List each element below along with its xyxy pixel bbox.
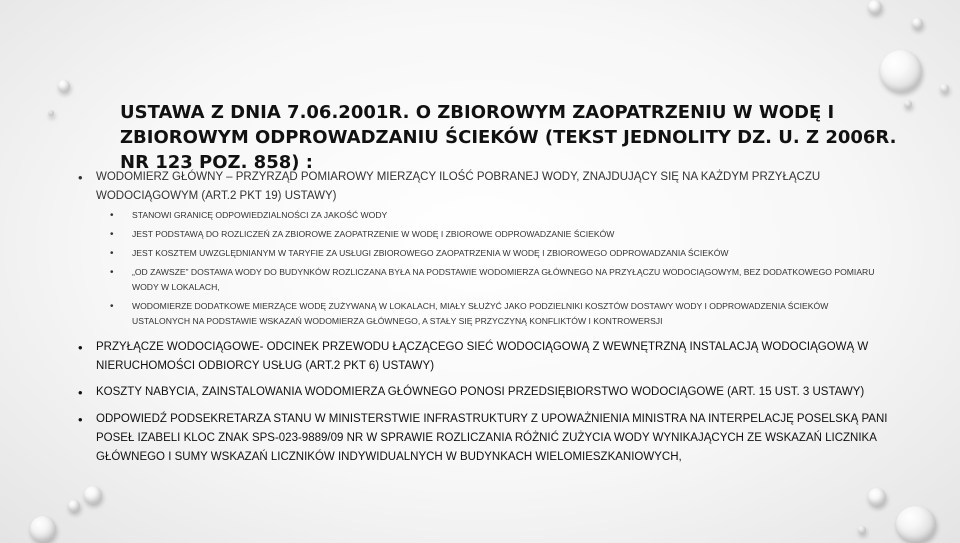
sub-bullet-item: • JEST KOSZTEM UWZGLĘDNIANYM W TARYFIE ZA USŁUGI ZBIOROWEGO ZAOPATRZENIA W WODĘ I ZBIOROWEGO ODPROWADZANIA ŚCIEKÓW bbox=[110, 246, 880, 261]
water-drop-decoration bbox=[858, 526, 866, 534]
water-drop-decoration bbox=[868, 0, 882, 14]
bullet-list bbox=[78, 338, 898, 376]
bullet-text: WODOMIERZ GŁÓWNY – PRZYRZĄD POMIAROWY MIERZĄCY ILOŚĆ POBRANEJ WODY, ZNAJDUJĄCY SIĘ NA KAŻDYM PRZYŁĄCZU WODOCIĄGOWYM (ART.2 PKT 19) USTAWY) bbox=[96, 171, 821, 202]
bullet-list bbox=[78, 410, 898, 467]
bullet-list bbox=[78, 168, 898, 206]
water-drop-decoration bbox=[68, 500, 80, 512]
water-drop-decoration bbox=[30, 516, 56, 542]
bullet-text: PRZYŁĄCZE WODOCIĄGOWE- ODCINEK PRZEWODU ŁĄCZĄCEGO SIEĆ WODOCIĄGOWĄ Z WEWNĘTRZNĄ INSTALACJĄ WODOCIĄGOWĄ W NIERUCHOMOŚCI ODBIORCY USŁUG (ART.2 PKT 6) USTAWY) bbox=[96, 341, 869, 372]
sub-bullet-item: • JEST PODSTAWĄ DO ROZLICZEŃ ZA ZBIOROWE ZAOPATRZENIE W WODĘ I ZBIOROWE ODPROWADZANIE ŚCIEKÓW bbox=[110, 227, 880, 242]
water-drop-decoration bbox=[868, 488, 886, 506]
sub-bullet-list bbox=[110, 208, 880, 333]
water-drop-decoration bbox=[880, 50, 922, 92]
bullet-item-wodomierz bbox=[78, 168, 898, 206]
bullet-item-przylacze bbox=[78, 338, 898, 376]
bullet-text: ODPOWIEDŹ PODSEKRETARZA STANU W MINISTERSTWIE INFRASTRUKTURY Z UPOWAŻNIENIA MINISTRA NA INTERPELACJĘ POSELSKĄ PANI POSEŁ IZABELI KLOC ZNAK SPS-023-9889/09 NR W SPRAWIE ROZLICZANIA RÓŻNIĆ ZUŻYCIA WODY WYNIKAJĄCYCH ZE WSKAZAŃ LICZNIKA GŁÓWNEGO I SUMY WSKAZAŃ LICZNIKÓW INDYWIDUALNYCH W BUDYNKACH WIELOMIESZKANIOWYCH, bbox=[96, 413, 888, 463]
bullet-item-odpowiedz bbox=[78, 410, 898, 467]
water-drop-decoration bbox=[84, 486, 102, 504]
bullet-item-koszty bbox=[78, 383, 898, 402]
slide-title: USTAWA Z DNIA 7.06.2001R. O ZBIOROWYM ZAOPATRZENIU W WODĘ I ZBIOROWYM ODPROWADZANIU ŚCIEKÓW (TEKST JEDNOLITY DZ. U. Z 2006R. NR 123 POZ. 858) : bbox=[120, 102, 897, 173]
sub-bullet-item: • „OD ZAWSZE” DOSTAWA WODY DO BUDYNKÓW ROZLICZANA BYŁA NA PODSTAWIE WODOMIERZA GŁÓWNEGO NA PRZYŁĄCZU WODOCIĄGOWYM, BEZ DODATKOWEGO POMIARU WODY W LOKALACH, bbox=[110, 265, 880, 295]
sub-bullet-item: • STANOWI GRANICĘ ODPOWIEDZIALNOŚCI ZA JAKOŚĆ WODY bbox=[110, 208, 880, 223]
sub-bullet-item: • WODOMIERZE DODATKOWE MIERZĄCE WODĘ ZUŻYWANĄ W LOKALACH, MIAŁY SŁUŻYĆ JAKO PODZIELNIKI KOSZTÓW DOSTAWY WODY I ODPROWADZENIA ŚCIEKÓW USTALONYCH NA PODSTAWIE WSKAZAŃ WODOMIERZA GŁÓWNEGO, A STAŁY SIĘ PRZYCZYNĄ KONFLIKTÓW I KONTROWERSJI bbox=[110, 299, 880, 329]
water-drop-decoration bbox=[912, 18, 923, 29]
bullet-list bbox=[78, 383, 898, 402]
water-drop-decoration bbox=[58, 80, 70, 92]
water-drop-decoration bbox=[48, 110, 54, 116]
water-drop-decoration bbox=[896, 506, 936, 542]
water-drop-decoration bbox=[940, 84, 949, 93]
bullet-text: KOSZTY NABYCIA, ZAINSTALOWANIA WODOMIERZA GŁÓWNEGO PONOSI PRZEDSIĘBIORSTWO WODOCIĄGOWE (ART. 15 UST. 3 USTAWY) bbox=[96, 386, 865, 398]
